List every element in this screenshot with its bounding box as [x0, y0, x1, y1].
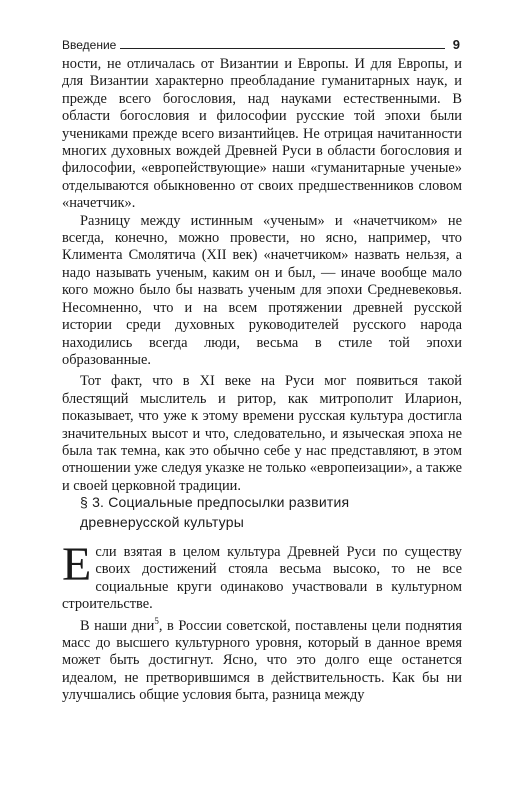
paragraph-text: , в России советской, поставлены цели поднятия масс до высшего культурного уровня, который в данное время может быть достигнут. Ясно, что это долго еще останется идеалом, не претворившимся в действительность. Как бы ни улучшались общие условия быта, разница между [62, 617, 462, 704]
section-heading-line: древнерусской культуры [80, 514, 244, 530]
body-text-bottom [62, 538, 462, 705]
running-header [62, 34, 460, 52]
section-heading [80, 492, 460, 532]
dropcap-paragraph [62, 538, 462, 614]
header-rule [120, 48, 444, 49]
body-text-top [62, 56, 462, 495]
dropcap-paragraph-text: сли взятая в целом культура Древней Руси по существу своих достижений стояла весьма высоко, то не все социальные круги одинаково участвовали в культурном строительстве. [62, 544, 462, 613]
chapter-title: Введение [62, 38, 117, 52]
paragraph: Разницу между истинным «ученым» и «начетчиком» не всегда, конечно, можно провести, но ясно, например, что Климента Смолятича (XII век) «начетчиком» назвать нельзя, а надо называть ученым, каким он и был, — иначе вообще мало кого можно было бы назвать ученым для эпохи Средневековья. Несомненно, что и на всем протяжении древней русской истории среди духовных руководителей русского народа находились всегда люди, весьма в стиле той эпохи образованные. [62, 212, 462, 368]
paragraph [62, 615, 462, 705]
footnote-marker[interactable]: 5 [154, 615, 159, 626]
paragraph-continued: ности, не отличалась от Византии и Европы. И для Европы, и для Византии характерно преобладание гуманитарных наук, и прежде всего богословия, над науками естественными. В области богословия и философии русские той эпохи были учениками прежде всего византийцев. Не отрицая начитанности многих духовных вождей Древней Руси в области богословия и философии, «европействующие» наши «гуманитарные ученые» отделываются обыкновенно от своих предшественников словом «начетчик». [62, 56, 462, 212]
page-number: 9 [452, 37, 460, 52]
drop-cap: Е [62, 538, 92, 591]
section-heading-line: § 3. Социальные предпосылки развития [80, 494, 350, 510]
paragraph: Тот факт, что в XI веке на Руси мог появиться такой блестящий мыслитель и ритор, как митрополит Иларион, показывает, что уже к этому времени русская культура достигла значительных высот и что, следовательно, и языческая эпоха не была так темна, как это обычно себе у нас представляют, в этом отношении уже следуя указке не только «европеизации», а также и своей церковной традиции. [62, 373, 462, 494]
paragraph-text: В наши дни [80, 617, 155, 634]
